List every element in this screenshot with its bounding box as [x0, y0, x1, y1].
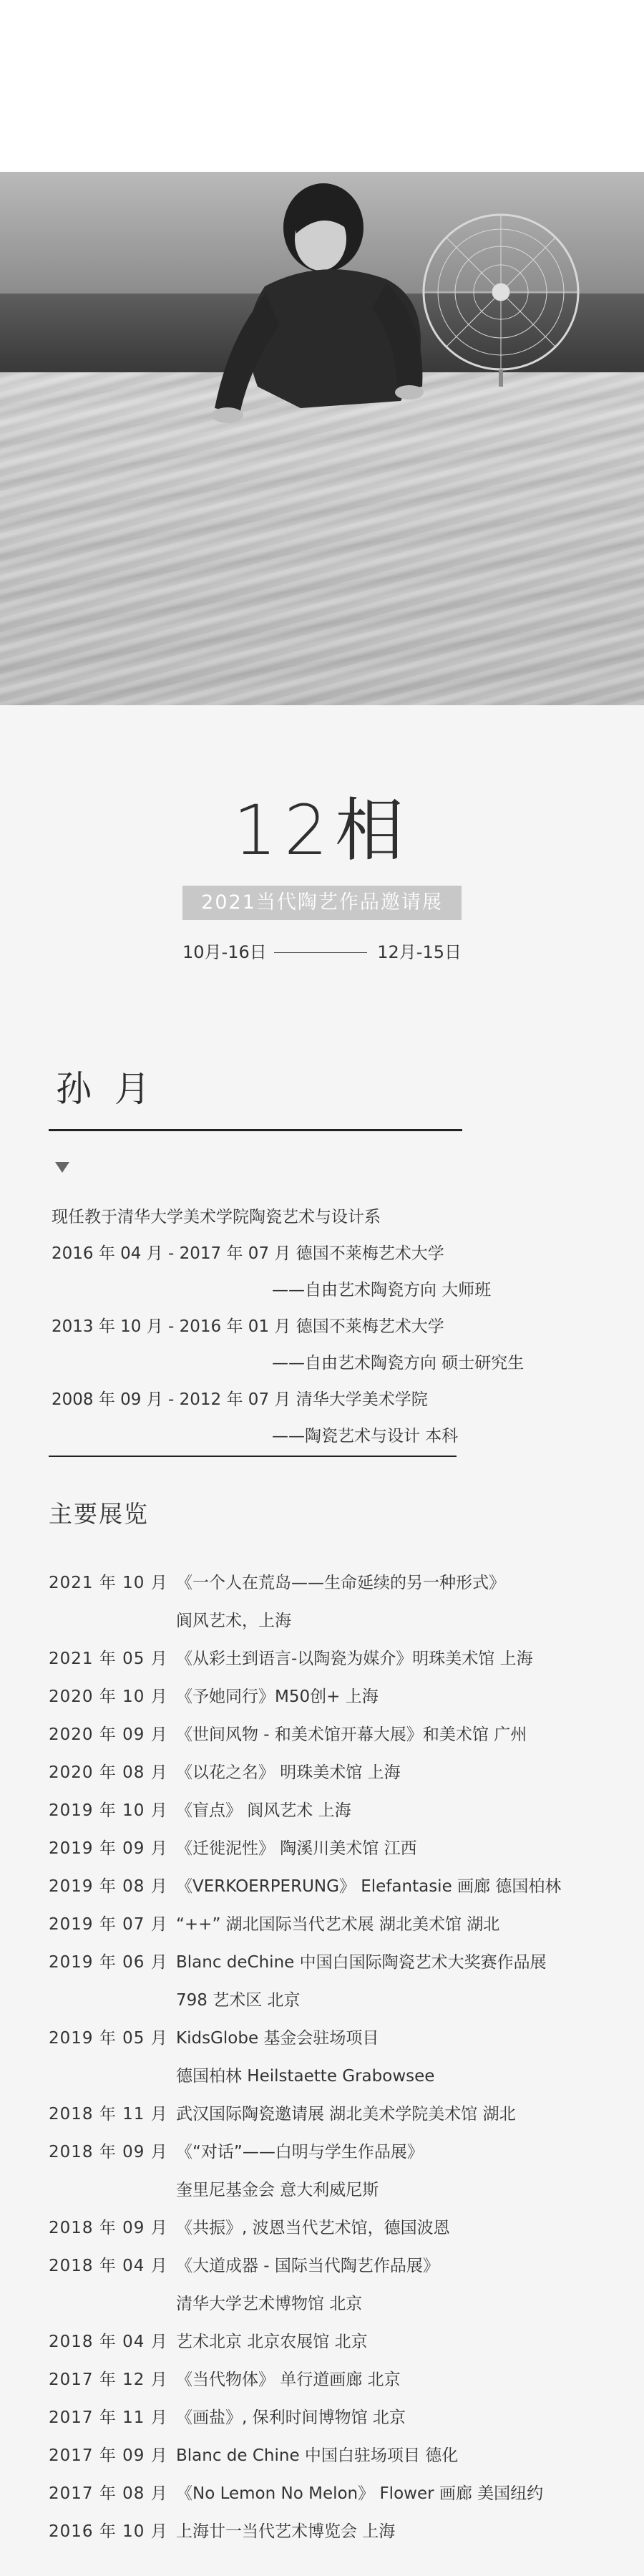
exhibition-text: 阆风艺术，上海 — [176, 1612, 291, 1630]
list-item — [49, 1944, 621, 1982]
exhibition-text: 《以花之名》 明珠美术馆 上海 — [176, 1763, 401, 1782]
exhibition-text: KidsGlobe 基金会驻场项目 — [176, 2029, 379, 2048]
list-item — [49, 2096, 621, 2134]
list-item — [49, 1754, 621, 1792]
date-divider — [274, 952, 367, 953]
exhibition-text: 武汉国际陶瓷邀请展 湖北美术学院美术馆 湖北 — [176, 2105, 516, 2124]
list-item — [49, 1792, 621, 1830]
exhibition-text: Blanc de Chine 中国白驻场项目 德化 — [176, 2446, 459, 2465]
exhibition-date: 2019 年 10 月 — [49, 1801, 168, 1820]
exhibition-text: 《“对话”——白明与学生作品展》 — [176, 2143, 424, 2161]
triangle-down-icon — [55, 1162, 69, 1173]
exhibition-text: 清华大学艺术博物馆 北京 — [176, 2295, 363, 2313]
exhibition-text: Blanc deChine 中国白国际陶瓷艺术大奖赛作品展 — [176, 1953, 547, 1972]
list-item — [49, 1564, 621, 1602]
exhibition-title: 12相 — [233, 790, 411, 871]
exhibition-date: 2018 年 11 月 — [49, 2105, 168, 2124]
exhibition-text: 《迁徙泥性》 陶溪川美术馆 江西 — [176, 1839, 417, 1858]
exhibition-date: 2018 年 09 月 — [49, 2143, 168, 2161]
exhibition-dates — [182, 938, 462, 967]
date-start: 10月-16日 — [182, 942, 267, 962]
list-item — [49, 1716, 621, 1754]
exhibition-text: “++” 湖北国际当代艺术展 湖北美术馆 湖北 — [176, 1915, 500, 1934]
exhibition-text: 德国柏林 Heilstaette Grabowsee — [176, 2067, 435, 2086]
list-item — [49, 2323, 621, 2361]
exhibition-date: 2020 年 10 月 — [49, 1688, 168, 1706]
list-item — [49, 2285, 621, 2323]
exhibition-date: 2020 年 09 月 — [49, 1725, 168, 1744]
top-margin — [0, 0, 644, 172]
exhibition-date: 2018 年 04 月 — [49, 2333, 168, 2351]
list-item — [49, 2209, 621, 2247]
fan-icon — [424, 215, 578, 387]
list-item — [49, 2399, 621, 2437]
exhibition-text: 《一个人在荒岛——生命延续的另一种形式》 — [176, 1574, 505, 1592]
exhibition-text: 《予她同行》M50创+ 上海 — [176, 1688, 379, 1706]
bio-line: 2008 年 09 月 - 2012 年 07 月 清华大学美术学院 — [52, 1390, 428, 1409]
list-item — [49, 2475, 621, 2513]
exhibition-text: 《大道成器 - 国际当代陶艺作品展》 — [176, 2257, 439, 2275]
list-item — [49, 2513, 621, 2551]
exhibitions-heading: 主要展览 — [49, 1500, 149, 1528]
exhibition-subtitle: 2021当代陶艺作品邀请展 — [182, 886, 462, 920]
bio-line: 2013 年 10 月 - 2016 年 01 月 德国不莱梅艺术大学 — [52, 1317, 444, 1336]
exhibition-date: 2019 年 06 月 — [49, 1953, 168, 1972]
artist-photo — [0, 172, 644, 705]
exhibition-date: 2017 年 11 月 — [49, 2408, 168, 2427]
exhibition-text: 《VERKOERPERUNG》 Elefantasie 画廊 德国柏林 — [176, 1877, 562, 1896]
exhibition-date: 2019 年 08 月 — [49, 1877, 168, 1896]
bio-line: ——陶瓷艺术与设计 本科 — [272, 1427, 459, 1446]
bio-line: 现任教于清华大学美术学院陶瓷艺术与设计系 — [52, 1208, 381, 1226]
list-item — [49, 2171, 621, 2209]
exhibition-text: 《当代物体》 单行道画廊 北京 — [176, 2371, 401, 2389]
date-end: 12月-15日 — [377, 942, 462, 962]
list-item — [49, 2020, 621, 2058]
exhibition-date: 2017 年 09 月 — [49, 2446, 168, 2465]
list-item — [49, 2058, 621, 2096]
exhibition-text: 艺术北京 北京农展馆 北京 — [176, 2333, 368, 2351]
exhibition-text: 《世间风物 - 和美术馆开幕大展》和美术馆 广州 — [176, 1725, 527, 1744]
list-item — [49, 1640, 621, 1678]
artist-divider — [49, 1129, 462, 1131]
list-item — [49, 1830, 621, 1868]
exhibition-text: 奎里尼基金会 意大利威尼斯 — [176, 2181, 379, 2199]
list-item — [49, 1868, 621, 1906]
exhibition-text: 《No Lemon No Melon》 Flower 画廊 美国纽约 — [176, 2484, 544, 2503]
exhibition-text: 《画盐》, 保利时间博物馆 北京 — [176, 2408, 406, 2427]
exhibition-text: 《从彩土到语言-以陶瓷为媒介》明珠美术馆 上海 — [176, 1650, 533, 1668]
exhibition-text: 《盲点》 阆风艺术 上海 — [176, 1801, 351, 1820]
exhibition-date: 2021 年 10 月 — [49, 1574, 168, 1592]
list-item — [49, 2134, 621, 2171]
bio-line: ——自由艺术陶瓷方向 硕士研究生 — [272, 1354, 525, 1372]
section-divider — [49, 1456, 457, 1457]
exhibition-date: 2019 年 07 月 — [49, 1915, 168, 1934]
list-item — [49, 2437, 621, 2475]
list-item — [49, 1982, 621, 2020]
exhibitions-list — [49, 1564, 621, 2551]
list-item — [49, 1906, 621, 1944]
list-item — [49, 1678, 621, 1716]
list-item — [49, 2247, 621, 2285]
list-item — [49, 1602, 621, 1640]
list-item — [49, 2361, 621, 2399]
exhibition-date: 2018 年 09 月 — [49, 2219, 168, 2237]
exhibition-text: 《共振》, 波恩当代艺术馆，德国波恩 — [176, 2219, 450, 2237]
exhibition-date: 2020 年 08 月 — [49, 1763, 168, 1782]
exhibition-date: 2019 年 05 月 — [49, 2029, 168, 2048]
exhibition-date: 2017 年 08 月 — [49, 2484, 168, 2503]
exhibition-date: 2018 年 04 月 — [49, 2257, 168, 2275]
bio-line: ——自由艺术陶瓷方向 大师班 — [272, 1281, 492, 1299]
exhibition-date: 2017 年 12 月 — [49, 2371, 168, 2389]
exhibition-date: 2016 年 10 月 — [49, 2522, 168, 2541]
bio-line: 2016 年 04 月 - 2017 年 07 月 德国不莱梅艺术大学 — [52, 1244, 444, 1263]
exhibition-text: 上海廿一当代艺术博览会 上海 — [176, 2522, 396, 2541]
artist-name: 孙 月 — [56, 1068, 156, 1110]
exhibition-date: 2019 年 09 月 — [49, 1839, 168, 1858]
exhibition-date: 2021 年 05 月 — [49, 1650, 168, 1668]
artist-figure — [0, 172, 644, 705]
artist-bio — [52, 1199, 595, 1455]
exhibition-text: 798 艺术区 北京 — [176, 1991, 301, 2010]
